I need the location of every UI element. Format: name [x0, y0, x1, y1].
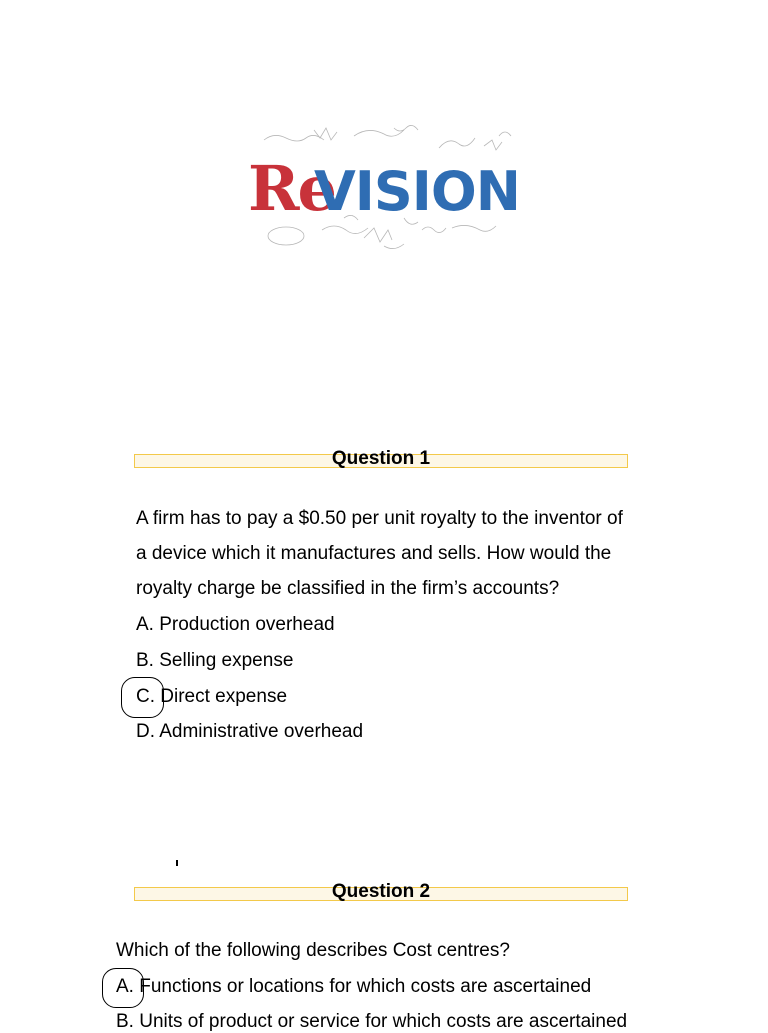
question-2-title: Question 2	[331, 881, 431, 902]
question-1-stem-line-2: a device which it manufactures and sells. How would the	[136, 543, 612, 564]
question-1-option-a: A. Production overhead	[136, 614, 335, 635]
question-2-stem: Which of the following describes Cost centres?	[116, 940, 510, 961]
question-1-title: Question 1	[331, 448, 431, 469]
logo-text-red: Re	[248, 152, 335, 225]
question-1-stem-line-1: A firm has to pay a $0.50 per unit royalty to the inventor of	[136, 508, 623, 529]
question-1-option-b: B. Selling expense	[136, 650, 294, 671]
logo-text-blue: VISION	[314, 160, 520, 223]
question-1-stem-line-3: royalty charge be classified in the firm’s accounts?	[136, 578, 560, 599]
answer-circle-mark	[121, 677, 164, 718]
answer-circle-mark-q2	[102, 968, 144, 1008]
question-1-option-c: C. Direct expense	[136, 686, 288, 707]
question-2-option-a: A. Functions or locations for which costs are ascertained	[116, 976, 592, 997]
stray-tick-mark	[176, 860, 178, 866]
question-1-option-d: D. Administrative overhead	[136, 721, 364, 742]
question-2-option-b: B. Units of product or service for which costs are ascertained	[116, 1011, 628, 1032]
revision-logo	[244, 118, 524, 258]
